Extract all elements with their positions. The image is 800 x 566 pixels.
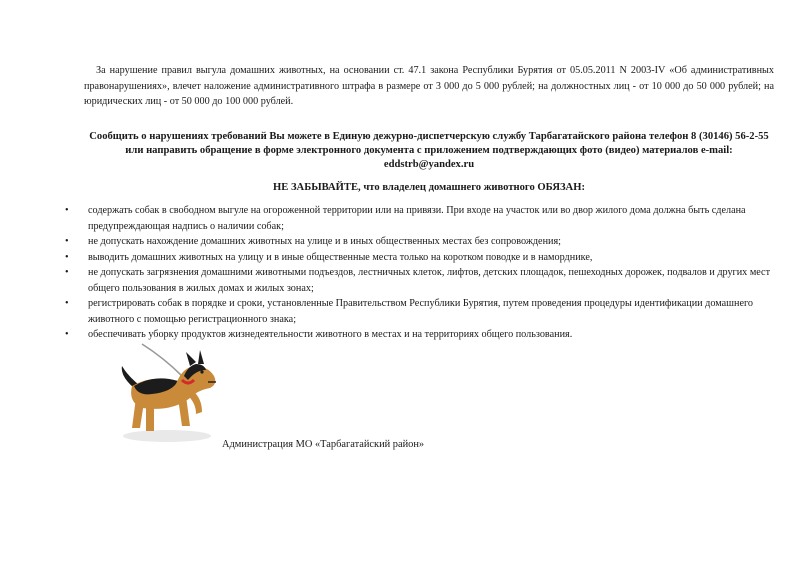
duty-text: не допускать нахождение домашних животных на улице и в иных общественных местах без сопровождения;	[88, 236, 561, 247]
bullet-icon: •	[65, 251, 69, 263]
dog-on-leash-icon	[112, 336, 232, 446]
list-item	[62, 265, 774, 296]
owner-duties-list	[62, 203, 774, 343]
duty-text: содержать собак в свободном выгуле на огороженной территории или на привязи. При входе на участок или во двор жилого дома должна быть сделана предупреждающая надпись о наличии собак;	[88, 205, 746, 232]
list-item	[62, 250, 774, 266]
list-item	[62, 234, 774, 250]
duty-text: не допускать загрязнения домашними животными подъездов, лестничных клеток, лифтов, детских площадок, пешеходных дорожек, подвалов и других мест общего пользования в жилых домах и жилых зонах;	[88, 267, 771, 294]
bullet-icon: •	[65, 236, 69, 247]
bullet-icon: •	[65, 267, 69, 278]
bullet-icon: •	[65, 205, 69, 216]
fine-notice-paragraph: За нарушение правил выгула домашних животных, на основании ст. 47.1 закона Республики Бурятия от 05.05.2011 N 2003-IV «Об административных правонарушениях», влечет наложение административного штрафа в размере от 3 000 до 5 000 рублей; на должностных лиц - от 10 000 до 50 000 рублей; на юридических лиц - от 50 000 до 100 000 рублей.	[84, 65, 774, 107]
duty-text: выводить домашних животных на улицу и в иные общественные места только на коротком поводке и в наморднике,	[88, 251, 593, 263]
signature-line: Администрация МО «Тарбагатайский район»	[222, 439, 425, 450]
duty-text: регистрировать собак в порядке и сроки, установленные Правительством Республики Бурятия, путем проведения процедуры идентификации домашнего животного с помощью регистрационного знака;	[88, 298, 753, 325]
duty-text: обеспечивать уборку продуктов жизнедеятельности животного в местах и на территориях общего пользования.	[88, 329, 573, 340]
bullet-icon: •	[65, 329, 69, 340]
list-item	[62, 203, 774, 234]
owner-duties-heading: НЕ ЗАБЫВАЙТЕ, что владелец домашнего животного ОБЯЗАН:	[273, 182, 585, 193]
bullet-icon: •	[65, 298, 69, 309]
list-item	[62, 296, 774, 327]
contact-info-paragraph: Сообщить о нарушениях требований Вы можете в Единую дежурно-диспетчерскую службу Тарбагатайского района телефон 8 (30146) 56-2-55 или направить обращение в форме электронного документа с приложением подтверждающих фото (видео) материалов e-mail: eddstrb@yandex.ru	[89, 131, 769, 170]
